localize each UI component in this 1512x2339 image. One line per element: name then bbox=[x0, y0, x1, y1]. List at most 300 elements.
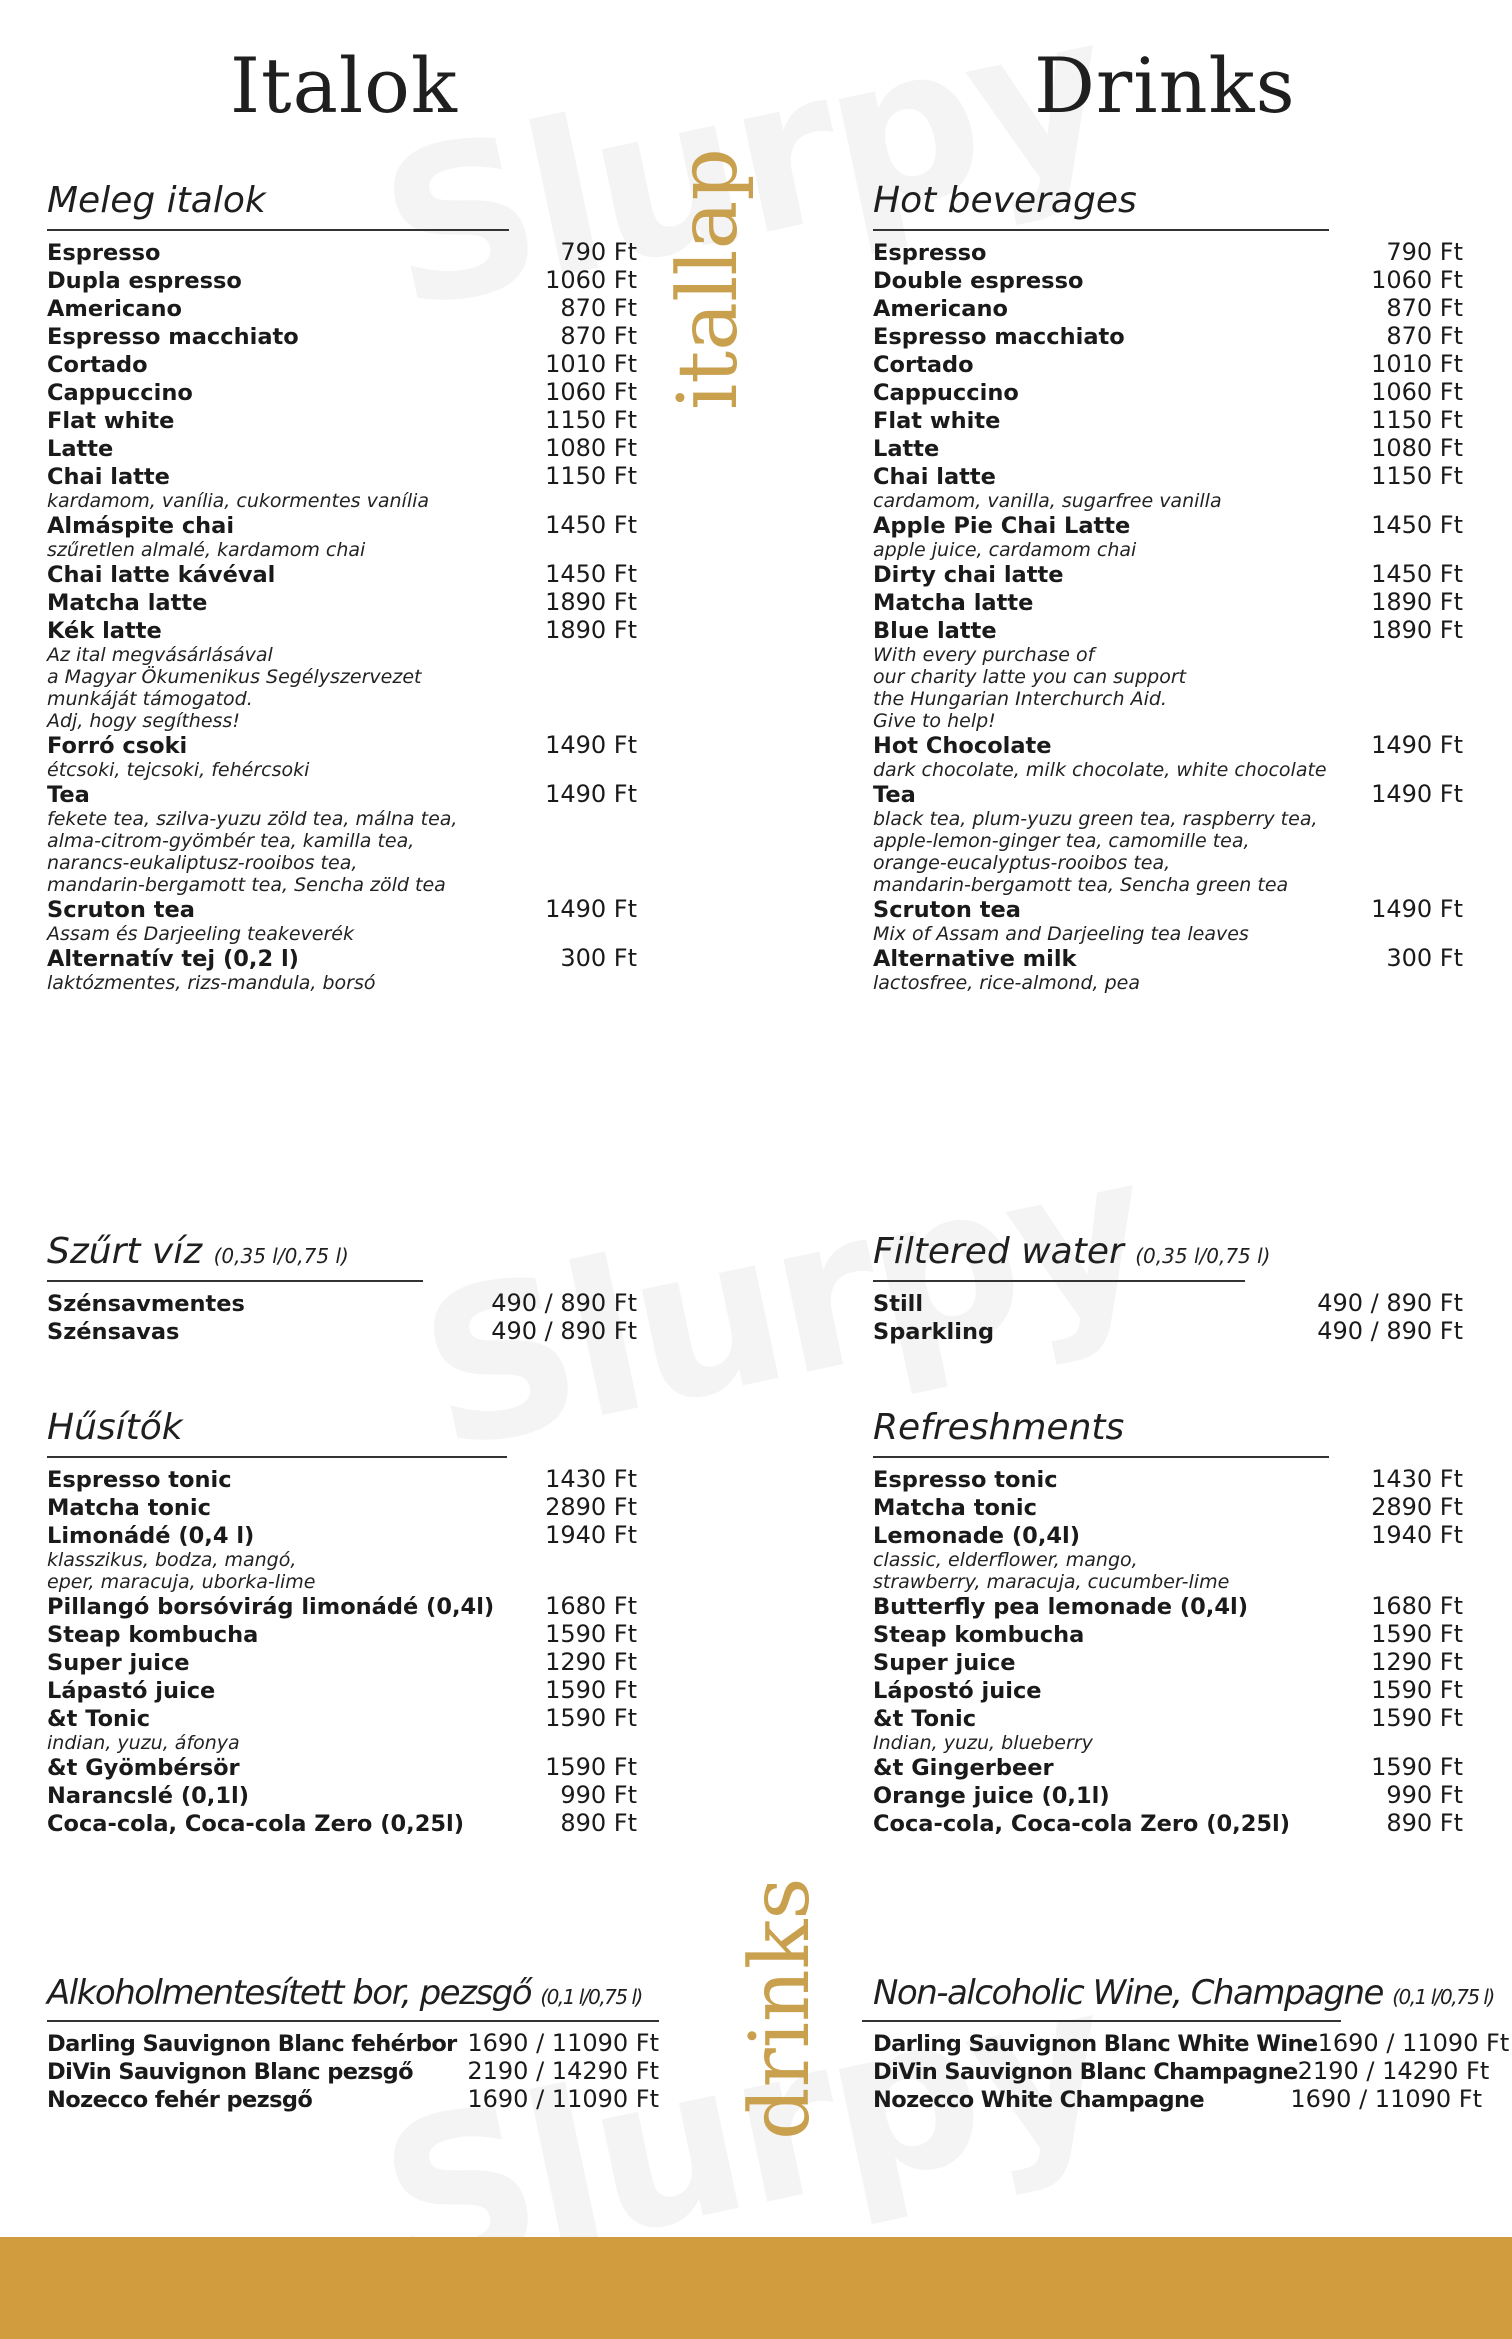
item-description-line: apple juice, cardamom chai bbox=[873, 539, 1137, 561]
item-row bbox=[873, 617, 1463, 645]
item-price: 890 Ft bbox=[560, 1809, 637, 1837]
item-name: Espresso bbox=[873, 240, 987, 266]
item-description-line: the Hungarian Interchurch Aid. bbox=[873, 688, 1167, 710]
item-name: Chai latte bbox=[47, 464, 170, 490]
menu-item-refreshment bbox=[873, 1522, 1463, 1593]
item-name: Blue latte bbox=[873, 618, 997, 644]
item-price: 870 Ft bbox=[1386, 294, 1463, 322]
menu-item-meleg bbox=[47, 732, 637, 781]
item-price: 490 / 890 Ft bbox=[1317, 1317, 1463, 1345]
section-title bbox=[873, 1407, 1329, 1458]
menu-item-refreshment bbox=[873, 1494, 1463, 1522]
item-name: Matcha latte bbox=[47, 590, 208, 616]
item-description-line: apple-lemon-ginger tea, camomille tea, bbox=[873, 830, 1250, 852]
menu-item-husito bbox=[47, 1705, 637, 1754]
item-row bbox=[47, 1754, 637, 1782]
section-filtered-water bbox=[873, 1231, 1463, 1346]
item-row bbox=[873, 351, 1463, 379]
item-description-line: narancs-eukaliptusz-rooibos tea, bbox=[47, 852, 358, 874]
item-price: 300 Ft bbox=[560, 944, 637, 972]
item-description-line: lactosfree, rice-almond, pea bbox=[873, 972, 1141, 994]
item-price: 1450 Ft bbox=[1371, 511, 1463, 539]
item-list bbox=[47, 2022, 659, 2114]
item-name: Coca-cola, Coca-cola Zero (0,25l) bbox=[47, 1811, 465, 1837]
item-name: Still bbox=[873, 1291, 924, 1317]
item-name: Scruton tea bbox=[47, 897, 195, 923]
item-row bbox=[873, 2057, 1490, 2086]
vertical-drinks: drinks bbox=[733, 1877, 828, 2140]
section-non-alcoholic bbox=[862, 1973, 1510, 2114]
item-description-line: With every purchase of bbox=[873, 644, 1095, 666]
menu-item-hot bbox=[873, 379, 1463, 407]
item-name: Matcha latte bbox=[873, 590, 1034, 616]
item-name: Cappuccino bbox=[873, 380, 1019, 406]
item-name: Espresso macchiato bbox=[47, 324, 299, 350]
item-price: 1490 Ft bbox=[545, 731, 637, 759]
menu-item-husito bbox=[47, 1494, 637, 1522]
item-price: 1890 Ft bbox=[1371, 616, 1463, 644]
menu-item-bor bbox=[47, 2058, 659, 2086]
item-name: Lápostó juice bbox=[873, 1678, 1042, 1704]
item-name: Steap kombucha bbox=[873, 1622, 1085, 1648]
item-price: 1450 Ft bbox=[1371, 560, 1463, 588]
section-title bbox=[47, 1231, 423, 1282]
item-description bbox=[47, 490, 637, 512]
item-description-line: mandarin-bergamott tea, Sencha zöld tea bbox=[47, 874, 446, 896]
item-name: DiVin Sauvignon Blanc Champagne bbox=[873, 2059, 1298, 2085]
item-row bbox=[873, 512, 1463, 540]
item-row bbox=[873, 945, 1463, 973]
item-description-line: Mix of Assam and Darjeeling tea leaves bbox=[873, 923, 1249, 945]
item-price: 1890 Ft bbox=[545, 616, 637, 644]
item-price: 1590 Ft bbox=[1371, 1620, 1463, 1648]
item-name: Americano bbox=[47, 296, 182, 322]
menu-item-hot bbox=[873, 732, 1463, 781]
item-price: 1080 Ft bbox=[1371, 434, 1463, 462]
item-description-line: Az ital megvásárlásával bbox=[47, 644, 273, 666]
item-name: Almáspite chai bbox=[47, 513, 235, 539]
item-price: 1060 Ft bbox=[545, 266, 637, 294]
section-title-text: Alkoholmentesített bor, pezsgő bbox=[47, 1973, 532, 2013]
menu-item-meleg bbox=[47, 295, 637, 323]
item-name: Super juice bbox=[47, 1650, 190, 1676]
item-name: &t Tonic bbox=[47, 1706, 151, 1732]
item-price: 1890 Ft bbox=[545, 588, 637, 616]
item-row bbox=[47, 1522, 637, 1550]
section-title-text: Hot beverages bbox=[873, 180, 1137, 221]
section-title-text: Filtered water bbox=[873, 1231, 1124, 1272]
section-unit: (0,35 l/0,75 l) bbox=[1135, 1244, 1271, 1268]
item-row bbox=[873, 463, 1463, 491]
menu-item-water bbox=[873, 1318, 1463, 1346]
item-row bbox=[873, 1649, 1463, 1677]
item-price: 870 Ft bbox=[1386, 322, 1463, 350]
item-row bbox=[47, 561, 637, 589]
item-name: Cappuccino bbox=[47, 380, 193, 406]
item-description-line: orange-eucalyptus-rooibos tea, bbox=[873, 852, 1171, 874]
item-price: 1940 Ft bbox=[545, 1521, 637, 1549]
section-title-text: Szűrt víz bbox=[47, 1231, 203, 1272]
item-description-line: classic, elderflower, mango, bbox=[873, 1549, 1138, 1571]
menu-item-husito bbox=[47, 1649, 637, 1677]
item-description bbox=[47, 808, 637, 896]
menu-item-husito bbox=[47, 1522, 637, 1593]
item-row bbox=[873, 1677, 1463, 1705]
item-list bbox=[873, 1282, 1463, 1346]
item-price: 1290 Ft bbox=[1371, 1648, 1463, 1676]
item-name: Darling Sauvignon Blanc fehérbor bbox=[47, 2031, 457, 2057]
item-name: Espresso tonic bbox=[873, 1467, 1058, 1493]
item-row bbox=[47, 435, 637, 463]
item-price: 1150 Ft bbox=[545, 462, 637, 490]
item-row bbox=[873, 1705, 1463, 1733]
item-price: 1890 Ft bbox=[1371, 588, 1463, 616]
section-title-text: Non-alcoholic Wine, Champagne bbox=[873, 1973, 1383, 2013]
item-name: Matcha tonic bbox=[47, 1495, 211, 1521]
item-description bbox=[47, 759, 637, 781]
item-price: 870 Ft bbox=[560, 322, 637, 350]
section-husitok bbox=[47, 1407, 637, 1838]
item-description-line: our charity latte you can support bbox=[873, 666, 1187, 688]
item-row bbox=[47, 1318, 637, 1346]
item-row bbox=[873, 2029, 1510, 2058]
section-szurt-viz bbox=[47, 1231, 637, 1346]
item-description-line: fekete tea, szilva-yuzu zöld tea, málna tea, bbox=[47, 808, 458, 830]
item-name: Forró csoki bbox=[47, 733, 188, 759]
item-price: 2890 Ft bbox=[545, 1493, 637, 1521]
item-row bbox=[47, 2058, 659, 2086]
item-price: 890 Ft bbox=[1386, 1809, 1463, 1837]
item-name: Szénsavmentes bbox=[47, 1291, 245, 1317]
menu-item-hot bbox=[873, 617, 1463, 732]
item-price: 1590 Ft bbox=[545, 1753, 637, 1781]
item-description-line: strawberry, maracuja, cucumber-lime bbox=[873, 1571, 1230, 1593]
item-name: Flat white bbox=[873, 408, 1001, 434]
menu-item-wine bbox=[873, 2057, 1490, 2086]
item-name: Coca-cola, Coca-cola Zero (0,25l) bbox=[873, 1811, 1291, 1837]
menu-item-husito bbox=[47, 1621, 637, 1649]
menu-item-viz bbox=[47, 1318, 637, 1346]
item-price: 1690 / 11090 Ft bbox=[1317, 2029, 1510, 2057]
item-price: 1590 Ft bbox=[1371, 1753, 1463, 1781]
item-name: Alternative milk bbox=[873, 946, 1077, 972]
item-description-line: munkáját támogatod. bbox=[47, 688, 253, 710]
section-title bbox=[873, 1231, 1271, 1282]
item-price: 490 / 890 Ft bbox=[1317, 1289, 1463, 1317]
item-name: Chai latte kávéval bbox=[47, 562, 276, 588]
item-price: 990 Ft bbox=[1386, 1781, 1463, 1809]
item-list bbox=[862, 2022, 1510, 2114]
menu-item-hot bbox=[873, 295, 1463, 323]
item-row bbox=[873, 239, 1463, 267]
menu-item-husito bbox=[47, 1466, 637, 1494]
item-price: 1290 Ft bbox=[545, 1648, 637, 1676]
item-description-line: a Magyar Ökumenikus Segélyszervezet bbox=[47, 666, 422, 688]
menu-item-refreshment bbox=[873, 1705, 1463, 1754]
item-row bbox=[47, 781, 637, 809]
item-name: Hot Chocolate bbox=[873, 733, 1052, 759]
item-name: Matcha tonic bbox=[873, 1495, 1037, 1521]
item-price: 1490 Ft bbox=[1371, 731, 1463, 759]
item-description-line: klasszikus, bodza, mangó, bbox=[47, 1549, 297, 1571]
item-row bbox=[47, 896, 637, 924]
menu-item-meleg bbox=[47, 407, 637, 435]
menu-item-meleg bbox=[47, 435, 637, 463]
item-description bbox=[47, 539, 637, 561]
item-name: Lápastó juice bbox=[47, 1678, 216, 1704]
menu-item-meleg bbox=[47, 589, 637, 617]
item-row bbox=[873, 1522, 1463, 1550]
item-description-line: Give to help! bbox=[873, 710, 996, 732]
item-name: Sparkling bbox=[873, 1319, 995, 1345]
item-row bbox=[873, 1290, 1463, 1318]
item-name: Szénsavas bbox=[47, 1319, 180, 1345]
menu-item-viz bbox=[47, 1290, 637, 1318]
item-row bbox=[47, 379, 637, 407]
item-description-line: cardamom, vanilla, sugarfree vanilla bbox=[873, 490, 1222, 512]
item-price: 1060 Ft bbox=[1371, 378, 1463, 406]
item-price: 1590 Ft bbox=[545, 1704, 637, 1732]
item-name: Narancslé (0,1l) bbox=[47, 1783, 249, 1809]
item-name: Pillangó borsóvirág limonádé (0,4l) bbox=[47, 1594, 495, 1620]
item-description bbox=[873, 808, 1463, 896]
section-refreshments bbox=[873, 1407, 1463, 1838]
item-price: 1010 Ft bbox=[545, 350, 637, 378]
section-unit: (0,1 l/0,75 l) bbox=[1392, 1985, 1494, 2009]
item-row bbox=[47, 2030, 659, 2058]
item-list bbox=[47, 1458, 637, 1838]
item-name: Dirty chai latte bbox=[873, 562, 1064, 588]
item-description-line: Indian, yuzu, blueberry bbox=[873, 1732, 1093, 1754]
item-description bbox=[873, 490, 1463, 512]
item-name: Butterfly pea lemonade (0,4l) bbox=[873, 1594, 1249, 1620]
item-name: Latte bbox=[873, 436, 940, 462]
item-name: Apple Pie Chai Latte bbox=[873, 513, 1131, 539]
item-name: Lemonade (0,4l) bbox=[873, 1523, 1081, 1549]
item-name: Flat white bbox=[47, 408, 175, 434]
section-hot-beverages bbox=[873, 180, 1463, 994]
item-name: &t Gingerbeer bbox=[873, 1755, 1054, 1781]
menu-item-hot bbox=[873, 435, 1463, 463]
menu-item-meleg bbox=[47, 351, 637, 379]
menu-item-refreshment bbox=[873, 1677, 1463, 1705]
item-price: 1490 Ft bbox=[545, 895, 637, 923]
item-description bbox=[873, 972, 1463, 994]
menu-item-hot bbox=[873, 407, 1463, 435]
item-row bbox=[47, 1705, 637, 1733]
footer-band bbox=[0, 2237, 1512, 2339]
section-meleg-italok bbox=[47, 180, 637, 994]
item-row bbox=[47, 589, 637, 617]
item-description-line: kardamom, vanília, cukormentes vanília bbox=[47, 490, 430, 512]
item-description bbox=[873, 759, 1463, 781]
item-price: 1690 / 11090 Ft bbox=[467, 2085, 659, 2113]
item-name: Double espresso bbox=[873, 268, 1084, 294]
item-price: 1150 Ft bbox=[1371, 406, 1463, 434]
menu-item-refreshment bbox=[873, 1593, 1463, 1621]
item-name: &t Gyömbérsör bbox=[47, 1755, 240, 1781]
item-name: Nozecco White Champagne bbox=[873, 2087, 1205, 2113]
item-row bbox=[873, 1494, 1463, 1522]
item-name: Americano bbox=[873, 296, 1008, 322]
item-row bbox=[873, 435, 1463, 463]
item-price: 1010 Ft bbox=[1371, 350, 1463, 378]
item-row bbox=[873, 1593, 1463, 1621]
item-row bbox=[47, 463, 637, 491]
item-description-line: dark chocolate, milk chocolate, white chocolate bbox=[873, 759, 1327, 781]
item-name: Nozecco fehér pezsgő bbox=[47, 2087, 313, 2113]
menu-item-husito bbox=[47, 1782, 637, 1810]
item-row bbox=[47, 323, 637, 351]
item-row bbox=[873, 589, 1463, 617]
item-name: Dupla espresso bbox=[47, 268, 242, 294]
item-price: 2890 Ft bbox=[1371, 1493, 1463, 1521]
item-price: 990 Ft bbox=[560, 1781, 637, 1809]
item-row bbox=[873, 781, 1463, 809]
menu-item-refreshment bbox=[873, 1621, 1463, 1649]
item-row bbox=[47, 351, 637, 379]
title-drinks: Drinks bbox=[1034, 41, 1296, 130]
item-row bbox=[47, 1290, 637, 1318]
item-price: 1590 Ft bbox=[545, 1620, 637, 1648]
item-name: Steap kombucha bbox=[47, 1622, 259, 1648]
item-name: Super juice bbox=[873, 1650, 1016, 1676]
item-row bbox=[47, 267, 637, 295]
item-row bbox=[873, 1782, 1463, 1810]
item-row bbox=[47, 512, 637, 540]
item-price: 1590 Ft bbox=[545, 1676, 637, 1704]
section-title-text: Meleg italok bbox=[47, 180, 266, 221]
menu-item-hot bbox=[873, 267, 1463, 295]
item-name: Espresso bbox=[47, 240, 161, 266]
menu-item-meleg bbox=[47, 267, 637, 295]
item-price: 1060 Ft bbox=[545, 378, 637, 406]
item-name: Latte bbox=[47, 436, 114, 462]
menu-item-meleg bbox=[47, 896, 637, 945]
item-price: 490 / 890 Ft bbox=[491, 1317, 637, 1345]
menu-item-meleg bbox=[47, 463, 637, 512]
item-row bbox=[873, 1754, 1463, 1782]
item-price: 790 Ft bbox=[1386, 238, 1463, 266]
menu-item-refreshment bbox=[873, 1782, 1463, 1810]
section-title-text: Refreshments bbox=[873, 1407, 1125, 1448]
menu-item-hot bbox=[873, 239, 1463, 267]
item-price: 490 / 890 Ft bbox=[491, 1289, 637, 1317]
item-description bbox=[47, 644, 637, 732]
item-row bbox=[873, 1621, 1463, 1649]
item-row bbox=[47, 1649, 637, 1677]
item-row bbox=[47, 1810, 637, 1838]
item-row bbox=[873, 1318, 1463, 1346]
item-row bbox=[873, 267, 1463, 295]
item-name: Tea bbox=[873, 782, 916, 808]
section-title bbox=[47, 180, 509, 231]
item-list bbox=[47, 1282, 637, 1346]
item-price: 1450 Ft bbox=[545, 560, 637, 588]
item-price: 1060 Ft bbox=[1371, 266, 1463, 294]
menu-item-bor bbox=[47, 2030, 659, 2058]
item-list bbox=[47, 231, 637, 994]
item-row bbox=[47, 407, 637, 435]
item-row bbox=[873, 323, 1463, 351]
menu-item-meleg bbox=[47, 561, 637, 589]
item-description bbox=[47, 1549, 637, 1593]
menu-item-wine bbox=[873, 2086, 1482, 2114]
item-list bbox=[873, 231, 1463, 994]
item-row bbox=[47, 1593, 637, 1621]
menu-item-wine bbox=[873, 2029, 1510, 2058]
section-unit: (0,1 l/0,75 l) bbox=[540, 1985, 642, 2009]
item-name: Alternatív tej (0,2 l) bbox=[47, 946, 299, 972]
item-name: Chai latte bbox=[873, 464, 996, 490]
menu-item-water bbox=[873, 1290, 1463, 1318]
item-name: Orange juice (0,1l) bbox=[873, 1783, 1110, 1809]
section-alkoholmentes bbox=[47, 1973, 659, 2114]
item-row bbox=[47, 1782, 637, 1810]
item-name: Cortado bbox=[47, 352, 148, 378]
item-price: 870 Ft bbox=[560, 294, 637, 322]
item-description bbox=[873, 923, 1463, 945]
item-name: &t Tonic bbox=[873, 1706, 977, 1732]
item-description-line: alma-citrom-gyömbér tea, kamilla tea, bbox=[47, 830, 415, 852]
menu-item-hot bbox=[873, 323, 1463, 351]
item-description-line: mandarin-bergamott tea, Sencha green tea bbox=[873, 874, 1289, 896]
menu-item-hot bbox=[873, 945, 1463, 994]
item-price: 1450 Ft bbox=[545, 511, 637, 539]
item-description-line: Adj, hogy segíthess! bbox=[47, 710, 240, 732]
item-price: 1430 Ft bbox=[1371, 1465, 1463, 1493]
section-unit: (0,35 l/0,75 l) bbox=[213, 1244, 349, 1268]
item-price: 1690 / 11090 Ft bbox=[467, 2029, 659, 2057]
item-description bbox=[47, 972, 637, 994]
item-price: 1150 Ft bbox=[545, 406, 637, 434]
menu-item-meleg bbox=[47, 239, 637, 267]
section-title-text: Hűsítők bbox=[47, 1407, 183, 1448]
item-row bbox=[47, 617, 637, 645]
item-description-line: black tea, plum-yuzu green tea, raspberry tea, bbox=[873, 808, 1318, 830]
item-row bbox=[47, 1494, 637, 1522]
item-name: Kék latte bbox=[47, 618, 162, 644]
item-description-line: indian, yuzu, áfonya bbox=[47, 1732, 240, 1754]
menu-item-meleg bbox=[47, 379, 637, 407]
item-row bbox=[47, 1466, 637, 1494]
section-title bbox=[862, 1973, 1494, 2022]
item-row bbox=[47, 1677, 637, 1705]
item-price: 2190 / 14290 Ft bbox=[467, 2057, 659, 2085]
item-description-line: szűretlen almalé, kardamom chai bbox=[47, 539, 366, 561]
item-row bbox=[873, 732, 1463, 760]
item-description bbox=[873, 1549, 1463, 1593]
section-title bbox=[873, 180, 1329, 231]
item-price: 1150 Ft bbox=[1371, 462, 1463, 490]
item-row bbox=[873, 1466, 1463, 1494]
item-description bbox=[47, 923, 637, 945]
item-price: 1490 Ft bbox=[1371, 895, 1463, 923]
item-name: Darling Sauvignon Blanc White Wine bbox=[873, 2031, 1318, 2057]
item-row bbox=[47, 945, 637, 973]
item-list bbox=[873, 1458, 1463, 1838]
section-title bbox=[47, 1973, 659, 2022]
item-price: 1940 Ft bbox=[1371, 1521, 1463, 1549]
section-title bbox=[47, 1407, 507, 1458]
menu-item-hot bbox=[873, 896, 1463, 945]
menu-item-bor bbox=[47, 2086, 659, 2114]
menu-item-meleg bbox=[47, 781, 637, 896]
menu-item-hot bbox=[873, 351, 1463, 379]
menu-item-hot bbox=[873, 463, 1463, 512]
item-row bbox=[47, 2086, 659, 2114]
item-description-line: Assam és Darjeeling teakeverék bbox=[47, 923, 354, 945]
